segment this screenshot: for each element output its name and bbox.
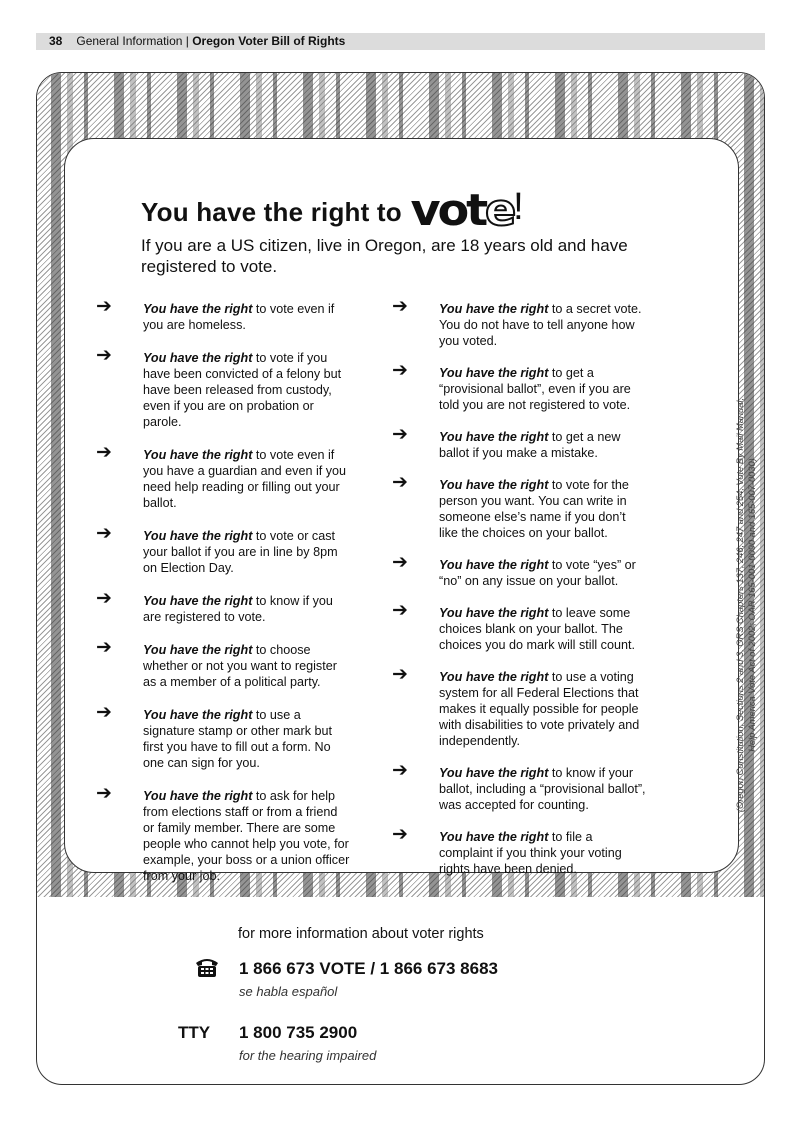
arrow-right-icon: ➔ [392, 823, 408, 845]
right-text: to use a signature stamp or other mark but first you have to fill out a form. No one can sign for you. [143, 708, 332, 770]
arrow-right-icon: ➔ [96, 441, 112, 463]
right-item [96, 441, 351, 511]
right-text: to know if you are registered to vote. [143, 594, 333, 624]
right-item [392, 295, 647, 349]
arrow-right-icon: ➔ [96, 587, 112, 609]
tty-number: 1 800 735 2900 [239, 1023, 358, 1042]
headline-exclamation: ! [513, 186, 524, 228]
right-item [392, 471, 647, 541]
arrow-right-icon: ➔ [392, 359, 408, 381]
right-lead: You have the right [143, 529, 253, 543]
phone-note: se habla español [239, 984, 338, 999]
right-text: to use a voting system for all Federal Elections that makes it equally possible for people with disabilities to vote privately and independently. [439, 670, 640, 748]
right-lead: You have the right [439, 430, 549, 444]
contact-intro: for more information about voter rights [238, 926, 484, 942]
legal-citation: (Oregon Constitution, Sections 2 and 3; ORS Chapters 137, 246, 247 and 254; Vote By Mail Manual; Help America Vote Act of 2002; OAR 165-001-0090 and 165-007-0030) [735, 397, 757, 813]
rights-column-right [392, 295, 647, 877]
intro-text: If you are a US citizen, live in Oregon, are 18 years old and have registered to vote. [141, 236, 628, 276]
right-lead: You have the right [439, 302, 549, 316]
arrow-right-icon: ➔ [96, 295, 112, 317]
arrow-right-icon: ➔ [96, 344, 112, 366]
telephone-icon [194, 956, 220, 978]
right-lead: You have the right [439, 558, 549, 572]
right-item [392, 359, 647, 413]
vote-word-main: vot [410, 185, 486, 236]
tty-note: for the hearing impaired [239, 1048, 377, 1063]
right-text: to vote for the person you want. You can write in someone else’s name if you don’t like the choices on your ballot. [439, 478, 629, 540]
right-text: to get a new ballot if you make a mistake. [439, 430, 621, 460]
right-text: to ask for help from elections staff or from a friend or family member. There are some people who cannot help you vote, for example, your boss or a union officer from your job. [143, 789, 350, 883]
right-text: to a secret vote. You do not have to tell anyone how you voted. [439, 302, 642, 348]
section-label: General Information | [76, 34, 193, 48]
right-item [96, 522, 351, 576]
right-lead: You have the right [143, 789, 253, 803]
arrow-right-icon: ➔ [392, 759, 408, 781]
arrow-right-icon: ➔ [392, 663, 408, 685]
right-item [96, 295, 351, 333]
page-header [36, 33, 765, 50]
tty-label: TTY [178, 1023, 211, 1042]
right-item [96, 701, 351, 771]
right-item [392, 759, 647, 813]
rights-panel [64, 138, 757, 883]
right-lead: You have the right [439, 670, 549, 684]
right-text: to get a “provisional ballot”, even if you are told you are not registered to vote. [439, 366, 631, 412]
right-text: to vote even if you have a guardian and even if you need help reading or filling out your ballot. [143, 448, 347, 510]
right-item [96, 344, 351, 430]
arrow-right-icon: ➔ [392, 471, 408, 493]
right-lead: You have the right [143, 448, 253, 462]
right-item [392, 423, 647, 461]
right-item [392, 599, 647, 653]
right-text: to file a complaint if you think your voting rights have been denied. [439, 830, 622, 876]
right-lead: You have the right [439, 478, 549, 492]
arrow-right-icon: ➔ [392, 599, 408, 621]
right-text: to vote even if you are homeless. [143, 302, 335, 332]
poster-frame [36, 72, 765, 1085]
right-item [96, 782, 351, 884]
right-text: to know if your ballot, including a “provisional ballot”, was accepted for counting. [439, 766, 646, 812]
right-lead: You have the right [143, 708, 253, 722]
right-item [392, 823, 647, 877]
right-text: to vote or cast your ballot if you are in line by 8pm on Election Day. [143, 529, 338, 575]
right-lead: You have the right [143, 351, 253, 365]
document-title: Oregon Voter Bill of Rights [192, 34, 346, 48]
phone-number: 1 866 673 VOTE / 1 866 673 8683 [239, 959, 498, 978]
rights-column-left [96, 295, 351, 884]
headline-prefix: You have the right to [141, 197, 402, 227]
right-lead: You have the right [439, 830, 549, 844]
arrow-right-icon: ➔ [392, 551, 408, 573]
headline [141, 181, 524, 236]
right-item [96, 636, 351, 690]
vote-logo-word [411, 185, 514, 236]
right-item [96, 587, 351, 625]
arrow-right-icon: ➔ [392, 295, 408, 317]
right-text: to choose whether or not you want to register as a member of a political party. [143, 643, 337, 689]
right-item [392, 663, 647, 749]
right-lead: You have the right [439, 606, 549, 620]
arrow-right-icon: ➔ [96, 701, 112, 723]
right-lead: You have the right [143, 302, 253, 316]
right-lead: You have the right [439, 366, 549, 380]
arrow-right-icon: ➔ [96, 636, 112, 658]
right-lead: You have the right [143, 643, 253, 657]
vote-word-e: e [485, 185, 514, 236]
arrow-right-icon: ➔ [96, 522, 112, 544]
right-lead: You have the right [143, 594, 253, 608]
right-lead: You have the right [439, 766, 549, 780]
right-text: to vote if you have been convicted of a felony but have been released from custody, even if you are on probation or parole. [143, 351, 342, 429]
right-text: to leave some choices blank on your ballot. The choices you do mark will still count. [439, 606, 635, 652]
arrow-right-icon: ➔ [96, 782, 112, 804]
page-number: 38 [49, 34, 63, 48]
arrow-right-icon: ➔ [392, 423, 408, 445]
right-item [392, 551, 647, 589]
right-text: to vote “yes” or “no” on any issue on your ballot. [439, 558, 636, 588]
